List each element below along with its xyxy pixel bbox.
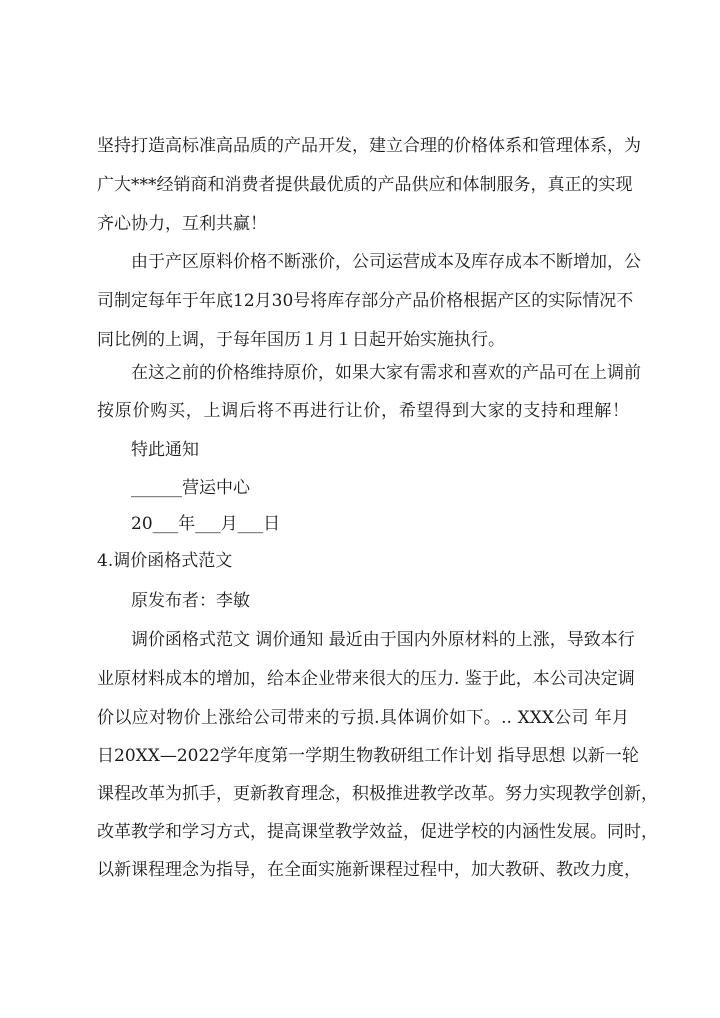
paragraph-2-line-3: 同比例的上调，于每年国历１月１日起开始实施执行。 [97,330,505,350]
signature-line: ______营运中心 [131,478,250,498]
section-4-line-2: 业原材料成本的增加，给本企业带来很大的压力. 鉴于此，本公司决定调 [97,669,635,689]
paragraph-3-line-1: 在这之前的价格维持原价，如果大家有需求和喜欢的产品可在上调前 [131,363,641,383]
notice-text: 特此通知 [131,440,199,460]
paragraph-3-line-2: 按原价购买，上调后将不再进行让价，希望得到大家的支持和理解！ [97,401,629,421]
section-4-heading: 4.调价函格式范文 [97,551,233,571]
section-4-line-1: 调价函格式范文 调价通知 最近由于国内外原材料的上涨，导致本行 [131,630,635,650]
paragraph-2-line-1: 由于产区原料价格不断涨价，公司运营成本及库存成本不断增加，公 [131,252,641,272]
section-4-line-7: 以新课程理念为指导，在全面实施新课程过程中，加大教研、教改力度， [97,860,641,880]
section-4-line-5: 课程改革为抓手，更新教育理念，积极推进教学改革。努力实现教学创新， [97,784,658,804]
section-4-line-4: 日20XX—2022学年度第一学期生物教研组工作计划 指导思想 以新一轮 [97,746,639,766]
date-line: 20___年___月___日 [131,514,281,534]
paragraph-1-line-1: 坚持打造高标准高品质的产品开发，建立合理的价格体系和管理体系，为 [97,136,641,156]
paragraph-2-line-2: 司制定每年于年底12月30号将库存部分产品价格根据产区的实际情况不 [97,291,634,311]
section-4-line-6: 改革教学和学习方式，提高课堂教学效益，促进学校的内涵性发展。同时， [97,822,658,842]
paragraph-1-line-2: 广大***经销商和消费者提供最优质的产品供应和体制服务，真正的实现 [97,175,633,195]
section-4-line-3: 价以应对物价上涨给公司带来的亏损.具体调价如下。.. XXX公司 年月 [97,708,629,728]
author-line: 原发布者：李敏 [131,591,250,611]
paragraph-1-line-3: 齐心协力，互利共赢！ [97,214,267,234]
